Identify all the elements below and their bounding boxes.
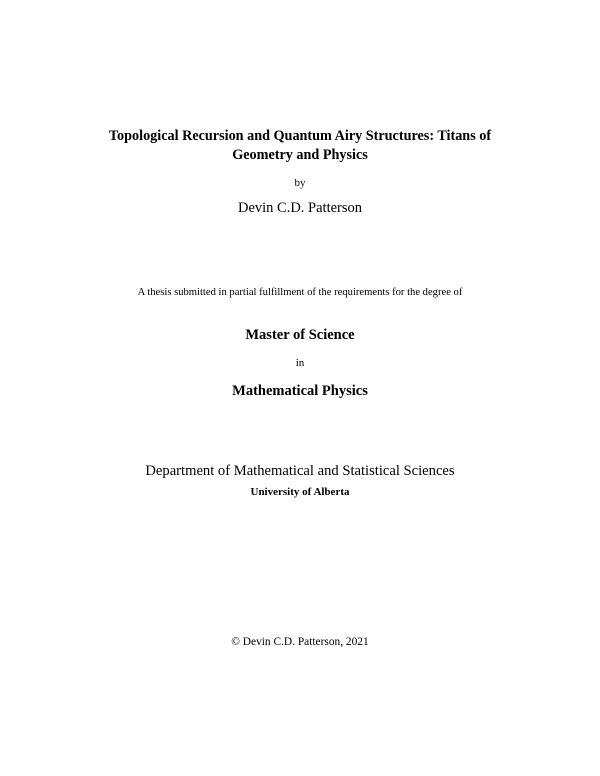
thesis-title-line-2: Geometry and Physics [232,147,368,163]
field-of-study: Mathematical Physics [232,383,368,399]
department-name: Department of Mathematical and Statistical Sciences [145,463,455,479]
author-name: Devin C.D. Patterson [237,200,363,216]
university-name: University of Alberta [250,486,350,498]
in-label: in [295,357,305,369]
copyright-notice: © Devin C.D. Patterson, 2021 [231,636,369,648]
degree-statement: A thesis submitted in partial fulfillment of the requirements for the degree of [137,287,463,298]
by-label: by [294,177,306,189]
thesis-title-line-1: Topological Recursion and Quantum Airy Structures: Titans of [108,128,492,144]
degree-name: Master of Science [245,327,355,343]
